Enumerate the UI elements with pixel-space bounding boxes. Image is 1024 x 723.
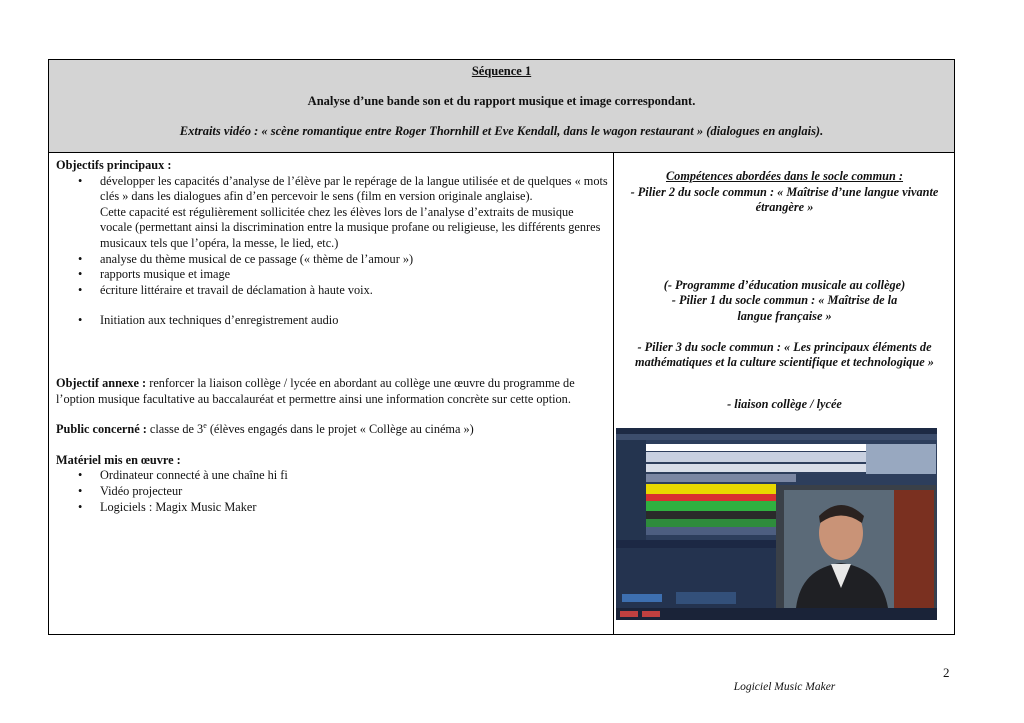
column-divider [613,153,614,635]
sequence-subtitle: Analyse d’une bande son et du rapport musique et image correspondant. [307,94,696,108]
objectives-list-b [56,252,608,299]
programme-line: (- Programme d’éducation musicale au collège) [663,277,906,292]
objective-item: • Initiation aux techniques d’enregistrement audio [100,313,608,329]
objective-continuation: Cette capacité est régulièrement sollicitée chez les élèves lors de l’analyse d’extraits de musique vocale (permettant ainsi la discrimination entre la musique profane ou religieuse, les différents genres musicaux tels que l’opéra, la messe, le lied, etc.) [100,204,601,250]
public-line [56,422,608,438]
objectives-heading: Objectifs principaux : [56,158,172,172]
right-column [615,153,954,412]
material-item: • Vidéo projecteur [100,484,608,500]
music-maker-screenshot [616,428,937,620]
material-item: • Ordinateur connecté à une chaîne hi fi [100,468,608,484]
objective-item: • développer les capacités d’analyse de l’élève par le repérage de la langue utilisée et de quelques « mots clés » dans les dialogues afin d’en percevoir le sens (film en version originale anglaise). [100,174,608,205]
material-heading: Matériel mis en œuvre : [56,452,181,467]
material-list [56,468,608,515]
public-text: classe de 3 [146,422,204,437]
page-number: 2 [943,665,950,680]
objective-item: • rapports musique et image [100,267,608,283]
competences-heading: Compétences abordées dans le socle commun : [665,169,904,183]
pilier-1: - Pilier 1 du socle commun : « Maîtrise de la langue française » [671,293,898,323]
spacer [56,298,608,313]
material-item: • Logiciels : Magix Music Maker [100,500,608,516]
objective-item: • écriture littéraire et travail de déclamation à haute voix. [100,283,608,299]
objectives-list [56,174,608,205]
annex-label: Objectif annexe : [56,375,147,390]
left-column [56,158,608,515]
pilier-2: - Pilier 2 du socle commun : « Maîtrise d’une langue vivante étrangère » [630,184,939,215]
video-extract-line: Extraits vidéo : « scène romantique entre Roger Thornhill et Eve Kendall, dans le wagon restaurant » (dialogues en anglais). [179,124,824,138]
public-label: Public concerné : [56,422,147,437]
pilier-3: - Pilier 3 du socle commun : « Les principaux éléments de mathématiques et la culture scientifique et technologique » [635,339,934,370]
sequence-header [49,60,954,153]
annex-text: renforcer la liaison collège / lycée en abordant au collège une œuvre du programme de l’option musique facultative au baccalauréat et permettre ainsi une information concrète sur cette option. [56,375,575,406]
spacer [56,407,608,422]
sequence-title: Séquence 1 [471,64,532,78]
spacer [56,329,608,376]
annex-objective [56,376,608,407]
public-text-b: (élèves engagés dans le projet « Collège au cinéma ») [206,422,474,437]
screenshot-caption: Logiciel Music Maker [733,681,836,693]
spacer [56,438,608,453]
objective-item: • analyse du thème musical de ce passage (« thème de l’amour ») [100,252,608,268]
liaison-line: - liaison collège / lycée [727,396,842,411]
music-maker-image [616,428,937,620]
public-sup: e [203,421,207,431]
objectives-list-c [56,313,608,329]
